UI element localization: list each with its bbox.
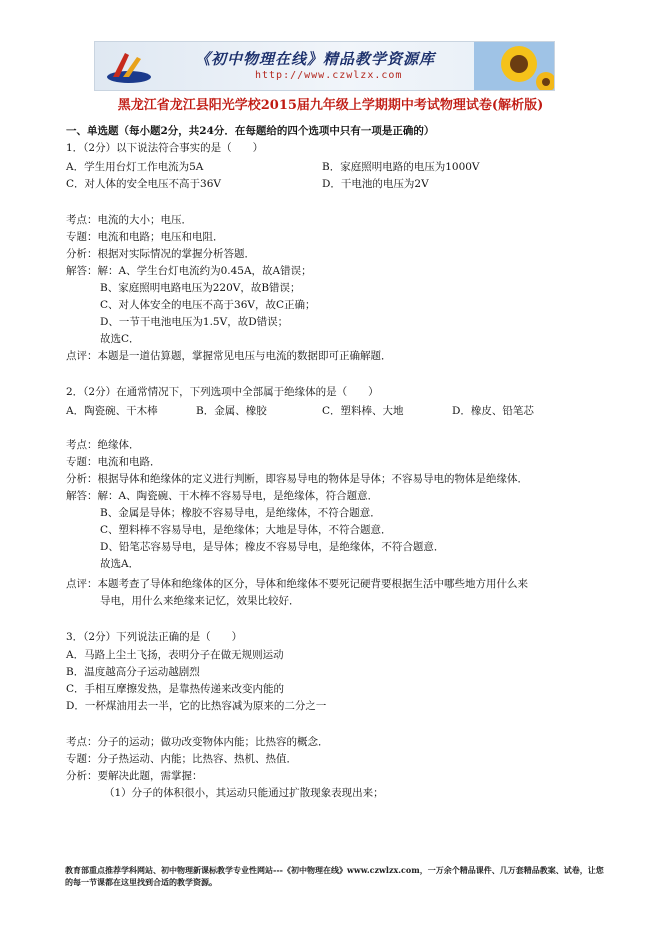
q2-fenxi: 分析：根据导体和绝缘体的定义进行判断，即容易导电的物体是导体；不容易导电的物体是绝缘体． <box>66 473 528 485</box>
q2-kaodian: 考点：绝缘体． <box>66 439 140 451</box>
page-footer: 教育部重点推荐学科网站、初中物理新课标教学专业性网站---《初中物理在线》www.czwlzx.com，一万余个精品课件、几万套精品教案、试卷，让您的每一节课都在这里找到合适的教学资源。 <box>65 865 604 887</box>
q2-jieda-line: 故选A． <box>100 558 140 570</box>
section-heading: 一、单选题（每小题2分，共24分．在每题给的四个选项中只有一项是正确的） <box>66 125 435 137</box>
q2-option-c: C．塑料棒、大地 <box>322 405 404 417</box>
q1-option-a: A．学生用台灯工作电流为5A <box>66 161 204 173</box>
q1-fenxi: 分析：根据对实际情况的掌握分析答题． <box>66 248 255 260</box>
q2-zhuanti: 专题：电流和电路． <box>66 456 161 468</box>
q2-dianping-cont: 导电，用什么来绝缘来记忆，效果比较好． <box>100 595 300 607</box>
q1-kaodian: 考点：电流的大小；电压． <box>66 214 192 226</box>
q1-option-b: B．家庭照明电路的电压为1000V <box>322 161 480 173</box>
q2-jieda-line: B、金属是导体；橡胶不容易导电，是绝缘体，不符合题意． <box>100 507 381 519</box>
q3-option-a: A．马路上尘土飞扬，表明分子在做无规则运动 <box>66 649 284 661</box>
document-title: 黑龙江省龙江县阳光学校2015届九年级上学期期中考试物理试卷(解析版) <box>117 98 544 113</box>
q2-stem: 2．（2分）在通常情况下，下列选项中全部属于绝缘体的是（ ） <box>66 386 379 398</box>
site-logo-icon <box>103 47 155 85</box>
q2-jieda-line: 解答：解：A、陶瓷碗、干木棒不容易导电，是绝缘体，符合题意． <box>66 490 379 502</box>
header-banner <box>94 41 555 91</box>
q1-jieda-line: B、家庭照明电路电压为220V，故B错误； <box>100 282 301 294</box>
banner-title: 《初中物理在线》精品教学资源库 <box>195 50 436 68</box>
q2-jieda-line: D、铅笔芯容易导电，是导体；橡皮不容易导电，是绝缘体，不符合题意． <box>100 541 445 553</box>
q1-jieda-line: 故选C． <box>100 333 140 345</box>
q1-option-c: C．对人体的安全电压不高于36V <box>66 178 221 190</box>
q1-jieda-line: C、对人体安全的电压不高于36V，故C正确； <box>100 299 316 311</box>
q1-dianping: 点评：本题是一道估算题，掌握常见电压与电流的数据即可正确解题． <box>66 350 392 362</box>
q3-option-b: B．温度越高分子运动越剧烈 <box>66 666 200 678</box>
q1-jieda-line: 解答：解：A、学生台灯电流约为0.45A，故A错误； <box>66 265 312 277</box>
q3-option-c: C．手相互摩擦发热，是靠热传递来改变内能的 <box>66 683 285 695</box>
q2-dianping: 点评：本题考查了导体和绝缘体的区分，导体和绝缘体不要死记硬背要根据生活中哪些地方用什么来 <box>66 578 528 590</box>
q3-fenxi-point: （1）分子的体积很小，其运动只能通过扩散现象表现出来； <box>104 787 384 799</box>
q2-option-d: D．橡皮、铅笔芯 <box>452 405 534 417</box>
q2-option-a: A．陶瓷碗、干木棒 <box>66 405 158 417</box>
q3-stem: 3．（2分）下列说法正确的是（ ） <box>66 631 243 643</box>
q2-option-b: B．金属、橡胶 <box>196 405 267 417</box>
sunflower-icon <box>474 42 554 90</box>
banner-url: http://www.czwlzx.com <box>255 70 403 81</box>
q3-zhuanti: 专题：分子热运动、内能；比热容、热机、热值． <box>66 753 297 765</box>
q1-stem: 1．（2分）以下说法符合事实的是（ ） <box>66 142 264 154</box>
q1-jieda-line: D、一节干电池电压为1.5V，故D错误； <box>100 316 289 328</box>
q3-kaodian: 考点：分子的运动；做功改变物体内能；比热容的概念． <box>66 736 329 748</box>
q3-fenxi: 分析：要解决此题，需掌握： <box>66 770 203 782</box>
q1-option-d: D．干电池的电压为2V <box>322 178 429 190</box>
q2-jieda-line: C、塑料棒不容易导电，是绝缘体；大地是导体，不符合题意． <box>100 524 392 536</box>
q3-option-d: D．一杯煤油用去一半，它的比热容减为原来的二分之一 <box>66 700 327 712</box>
q1-zhuanti: 专题：电流和电路；电压和电阻． <box>66 231 224 243</box>
